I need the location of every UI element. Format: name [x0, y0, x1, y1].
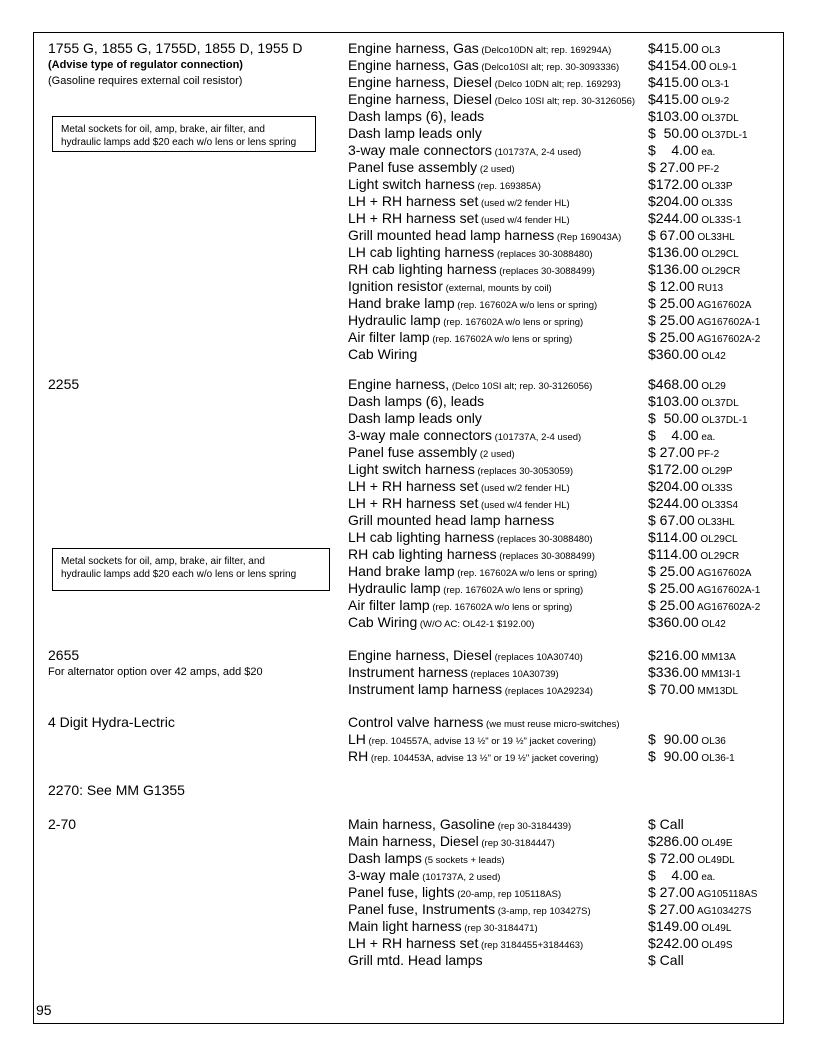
part-code: OL37DL-1 — [698, 415, 748, 426]
note-line: hydraulic lamps add $20 each w/o lens or lens spring — [61, 137, 297, 148]
price-value: $ 25.00 — [648, 295, 695, 311]
page-number: 95 — [36, 1002, 52, 1018]
part-code: AG167602A-1 — [694, 317, 761, 328]
part-code: PF-2 — [694, 449, 720, 460]
price-value: $244.00 — [648, 495, 699, 511]
part-code: ea. — [698, 432, 716, 443]
item-name: Dash lamps (6), leads — [348, 108, 485, 124]
item-name: LH cab lighting harness — [348, 244, 495, 260]
item-name: Hand brake lamp — [348, 563, 455, 579]
part-code: OL33HL — [694, 517, 735, 528]
item-name: LH + RH harness set — [348, 193, 479, 209]
item-name: LH + RH harness set — [348, 495, 479, 511]
price-value: $ 27.00 — [648, 444, 695, 460]
item-name: Hydraulic lamp — [348, 312, 441, 328]
part-code: AG167602A — [694, 568, 752, 579]
item-note: (rep 3184455+3184463) — [478, 940, 584, 951]
item-note: (replaces 30-3088480) — [494, 249, 593, 260]
item-note: (Delco10DN alt; rep. 169294A) — [478, 45, 612, 56]
price-value: $204.00 — [648, 478, 699, 494]
item-name: LH — [348, 731, 366, 747]
note-line: Metal sockets for oil, amp, brake, air filter, and — [61, 124, 265, 135]
price-value: $103.00 — [648, 108, 699, 124]
item-name: RH cab lighting harness — [348, 546, 497, 562]
part-code: OL33HL — [694, 232, 735, 243]
price-value: $360.00 — [648, 614, 699, 630]
price-value: $172.00 — [648, 176, 699, 192]
part-code: OL42 — [698, 351, 726, 362]
item-note: (rep. 167602A w/o lens or spring) — [429, 602, 573, 613]
part-code: OL29 — [698, 381, 726, 392]
price-value: $103.00 — [648, 393, 699, 409]
part-code: MM13A — [698, 652, 736, 663]
part-code: OL29CR — [697, 551, 740, 562]
item-note: (used w/2 fender HL) — [478, 198, 570, 209]
item-name: Engine harness, Diesel — [348, 74, 492, 90]
item-name: LH cab lighting harness — [348, 529, 495, 545]
item-note: (replaces 10A30739) — [467, 669, 559, 680]
price-value: $ 67.00 — [648, 227, 695, 243]
price-value: $ 50.00 — [648, 410, 699, 426]
item-note: (101737A, 2-4 used) — [491, 432, 582, 443]
price-value: $336.00 — [648, 664, 699, 680]
item-name: Instrument harness — [348, 664, 468, 680]
part-code: OL49DL — [694, 855, 735, 866]
part-code: RU13 — [694, 283, 724, 294]
item-name: Panel fuse, Instruments — [348, 901, 496, 917]
item-description — [348, 748, 598, 767]
price-value: $ 27.00 — [648, 901, 695, 917]
item-name: Dash lamp leads only — [348, 125, 482, 141]
coil-resistor-note: (Gasoline requires external coil resistor) — [48, 75, 243, 87]
item-name: 3-way male connectors — [348, 427, 492, 443]
part-code: AG167602A-2 — [694, 602, 761, 613]
item-note: (we must reuse micro-switches) — [483, 719, 620, 730]
item-note: (external, mounts by coil) — [442, 283, 552, 294]
item-description — [348, 346, 417, 365]
item-name: Panel fuse assembly — [348, 444, 478, 460]
item-note: (rep. 104453A, advise 13 ½" or 19 ½" jacket covering) — [368, 753, 599, 764]
item-price — [648, 614, 726, 633]
model-title: 2655 — [48, 647, 80, 663]
price-value: $ 27.00 — [648, 884, 695, 900]
item-description — [348, 952, 483, 971]
price-value: $286.00 — [648, 833, 699, 849]
part-code: AG167602A — [694, 300, 752, 311]
item-note: (rep. 169385A) — [474, 181, 541, 192]
item-name: Dash lamps — [348, 850, 422, 866]
price-value: $242.00 — [648, 935, 699, 951]
price-value: $415.00 — [648, 74, 699, 90]
part-code: OL42 — [698, 619, 726, 630]
item-note: (rep 30-3184471) — [461, 923, 538, 934]
item-note: (replaces 30-3088480) — [494, 534, 593, 545]
part-code: OL29CL — [697, 534, 738, 545]
item-note: (rep. 167602A w/o lens or spring) — [454, 300, 598, 311]
price-value: $ 25.00 — [648, 597, 695, 613]
price-value: $ Call — [648, 952, 684, 968]
item-name: Engine harness, — [348, 376, 450, 392]
model-column — [48, 782, 185, 799]
part-code: OL3 — [698, 45, 721, 56]
item-description — [348, 681, 593, 700]
price-value: $4154.00 — [648, 57, 707, 73]
price-value: $ 90.00 — [648, 748, 699, 764]
model-column — [48, 714, 175, 731]
part-code: OL33S — [698, 483, 733, 494]
part-code: OL36 — [698, 736, 726, 747]
note-line: hydraulic lamps add $20 each w/o lens or lens spring — [61, 569, 297, 580]
item-note: (Delco 10SI alt; rep. 30-3126056) — [491, 96, 636, 107]
part-code: PF-2 — [694, 164, 720, 175]
price-value: $114.00 — [648, 529, 698, 545]
model-column — [48, 376, 79, 393]
item-name: Grill mtd. Head lamps — [348, 952, 483, 968]
item-name: Air filter lamp — [348, 329, 430, 345]
item-note: (Delco 10DN alt; rep. 169293) — [491, 79, 621, 90]
item-note: (101737A, 2 used) — [419, 872, 501, 883]
price-value: $149.00 — [648, 918, 699, 934]
note-line: Metal sockets for oil, amp, brake, air filter, and — [61, 556, 265, 567]
item-note: (2 used) — [477, 164, 515, 175]
part-code: OL37DL — [698, 398, 739, 409]
model-title: 4 Digit Hydra-Lectric — [48, 714, 175, 730]
item-note: (Delco10SI alt; rep. 30-3093336) — [478, 62, 620, 73]
item-note: (Delco 10SI alt; rep. 30-3126056) — [449, 381, 593, 392]
price-value: $ 50.00 — [648, 125, 699, 141]
item-name: 3-way male connectors — [348, 142, 492, 158]
item-note: (5 sockets + leads) — [421, 855, 505, 866]
model-column — [48, 40, 303, 89]
item-note: (20-amp, rep 105118AS) — [454, 889, 562, 900]
part-code: OL33P — [698, 181, 733, 192]
item-name: Ignition resistor — [348, 278, 443, 294]
item-note: (Rep 169043A) — [554, 232, 622, 243]
regulator-note: (Advise type of regulator connection) — [48, 59, 243, 71]
item-name: Main light harness — [348, 918, 462, 934]
item-name: Engine harness, Diesel — [348, 647, 492, 663]
model-title: 1755 G, 1855 G, 1755D, 1855 D, 1955 D — [48, 40, 303, 56]
part-code: OL3-1 — [698, 79, 730, 90]
model-title: 2-70 — [48, 816, 77, 832]
item-name: Light switch harness — [348, 176, 475, 192]
part-code: MM13I-1 — [698, 669, 741, 680]
price-value: $ 72.00 — [648, 850, 695, 866]
item-note: (rep. 167602A w/o lens or spring) — [429, 334, 573, 345]
item-name: RH — [348, 748, 369, 764]
item-note: (replaces 30-3088499) — [496, 266, 595, 277]
part-code: OL29CL — [698, 249, 739, 260]
price-value: $244.00 — [648, 210, 699, 226]
item-name: Engine harness, Diesel — [348, 91, 492, 107]
item-note: (replaces 10A29234) — [502, 686, 593, 697]
metal-sockets-note — [52, 116, 316, 152]
part-code: OL49L — [698, 923, 732, 934]
item-name: Hand brake lamp — [348, 295, 455, 311]
item-name: Air filter lamp — [348, 597, 430, 613]
item-name: LH + RH harness set — [348, 478, 479, 494]
item-note: (rep 30-3184447) — [478, 838, 555, 849]
price-value: $ 27.00 — [648, 159, 695, 175]
item-note: (replaces 30-3053059) — [474, 466, 574, 477]
item-note: (3-amp, rep 103427S) — [495, 906, 591, 917]
item-name: RH cab lighting harness — [348, 261, 497, 277]
price-value: $204.00 — [648, 193, 699, 209]
price-value: $415.00 — [648, 91, 699, 107]
price-value: $415.00 — [648, 40, 699, 56]
item-price — [648, 346, 726, 365]
item-note: (replaces 10A30740) — [491, 652, 583, 663]
item-name: LH + RH harness set — [348, 935, 479, 951]
model-column — [48, 647, 263, 680]
item-name: 3-way male — [348, 867, 420, 883]
item-name: Engine harness, Gas — [348, 40, 479, 56]
price-value: $ 25.00 — [648, 312, 695, 328]
item-name: Light switch harness — [348, 461, 475, 477]
part-code: OL49S — [698, 940, 733, 951]
item-name: Cab Wiring — [348, 614, 418, 630]
price-value: $ 25.00 — [648, 580, 695, 596]
item-note: (W/O AC: OL42-1 $192.00) — [417, 619, 535, 630]
item-name: Grill mounted head lamp harness — [348, 227, 555, 243]
item-name: Control valve harness — [348, 714, 484, 730]
item-name: Engine harness, Gas — [348, 57, 479, 73]
price-value: $ 4.00 — [648, 867, 699, 883]
item-name: Hydraulic lamp — [348, 580, 441, 596]
item-note: (rep. 167602A w/o lens or spring) — [440, 317, 584, 328]
item-note: (101737A, 2-4 used) — [491, 147, 582, 158]
model-title: 2255 — [48, 376, 80, 392]
price-value: $360.00 — [648, 346, 699, 362]
part-code: OL33S4 — [698, 500, 739, 511]
part-code: OL33S — [698, 198, 733, 209]
part-code: ea. — [698, 872, 716, 883]
item-note: (rep. 167602A w/o lens or spring) — [454, 568, 598, 579]
item-name: Panel fuse, lights — [348, 884, 455, 900]
price-value: $114.00 — [648, 546, 698, 562]
price-value: $ 25.00 — [648, 563, 695, 579]
part-code: AG103427S — [694, 906, 752, 917]
item-note: (used w/2 fender HL) — [478, 483, 570, 494]
part-code: AG167602A-1 — [694, 585, 761, 596]
item-note: (rep 30-3184439) — [495, 821, 572, 832]
item-description — [348, 614, 534, 633]
part-code: OL33S-1 — [698, 215, 742, 226]
item-price — [648, 748, 735, 767]
part-code: OL49E — [698, 838, 733, 849]
item-name: Panel fuse assembly — [348, 159, 478, 175]
item-name: Dash lamp leads only — [348, 410, 482, 426]
price-value: $ 70.00 — [648, 681, 695, 697]
part-code: OL37DL — [698, 113, 739, 124]
price-value: $468.00 — [648, 376, 699, 392]
metal-sockets-note — [52, 548, 330, 591]
item-name: Grill mounted head lamp harness — [348, 512, 555, 528]
item-note: (replaces 30-3088499) — [496, 551, 595, 562]
model-column — [48, 816, 76, 833]
item-note: (used w/4 fender HL) — [478, 500, 570, 511]
part-code: OL36-1 — [698, 753, 735, 764]
price-value: $ 4.00 — [648, 142, 699, 158]
item-name: LH + RH harness set — [348, 210, 479, 226]
model-title: 2270: See MM G1355 — [48, 782, 185, 798]
price-value: $216.00 — [648, 647, 699, 663]
price-value: $ 67.00 — [648, 512, 695, 528]
part-code: OL29P — [698, 466, 733, 477]
item-name: Main harness, Diesel — [348, 833, 479, 849]
price-value: $ Call — [648, 816, 684, 832]
alternator-note: For alternator option over 42 amps, add $20 — [48, 666, 263, 678]
price-value: $ 90.00 — [648, 731, 699, 747]
item-name: Dash lamps (6), leads — [348, 393, 485, 409]
item-note: (rep. 167602A w/o lens or spring) — [440, 585, 584, 596]
part-code: AG167602A-2 — [694, 334, 761, 345]
part-code: OL9-2 — [698, 96, 730, 107]
item-price — [648, 952, 684, 971]
part-code: OL37DL-1 — [698, 130, 748, 141]
part-code: AG105118AS — [694, 889, 758, 900]
price-value: $136.00 — [648, 261, 699, 277]
price-value: $172.00 — [648, 461, 699, 477]
part-code: OL9-1 — [706, 62, 737, 73]
part-code: OL29CR — [698, 266, 741, 277]
price-value: $ 4.00 — [648, 427, 699, 443]
part-code: MM13DL — [694, 686, 739, 697]
item-name: Instrument lamp harness — [348, 681, 503, 697]
item-note: (2 used) — [477, 449, 515, 460]
price-value: $ 12.00 — [648, 278, 695, 294]
price-value: $ 25.00 — [648, 329, 695, 345]
item-price — [648, 681, 738, 700]
item-note: (rep. 104557A, advise 13 ½" or 19 ½" jacket covering) — [365, 736, 597, 747]
item-note: (used w/4 fender HL) — [478, 215, 570, 226]
item-name: Cab Wiring — [348, 346, 418, 362]
price-value: $136.00 — [648, 244, 699, 260]
item-name: Main harness, Gasoline — [348, 816, 496, 832]
part-code: ea. — [698, 147, 716, 158]
